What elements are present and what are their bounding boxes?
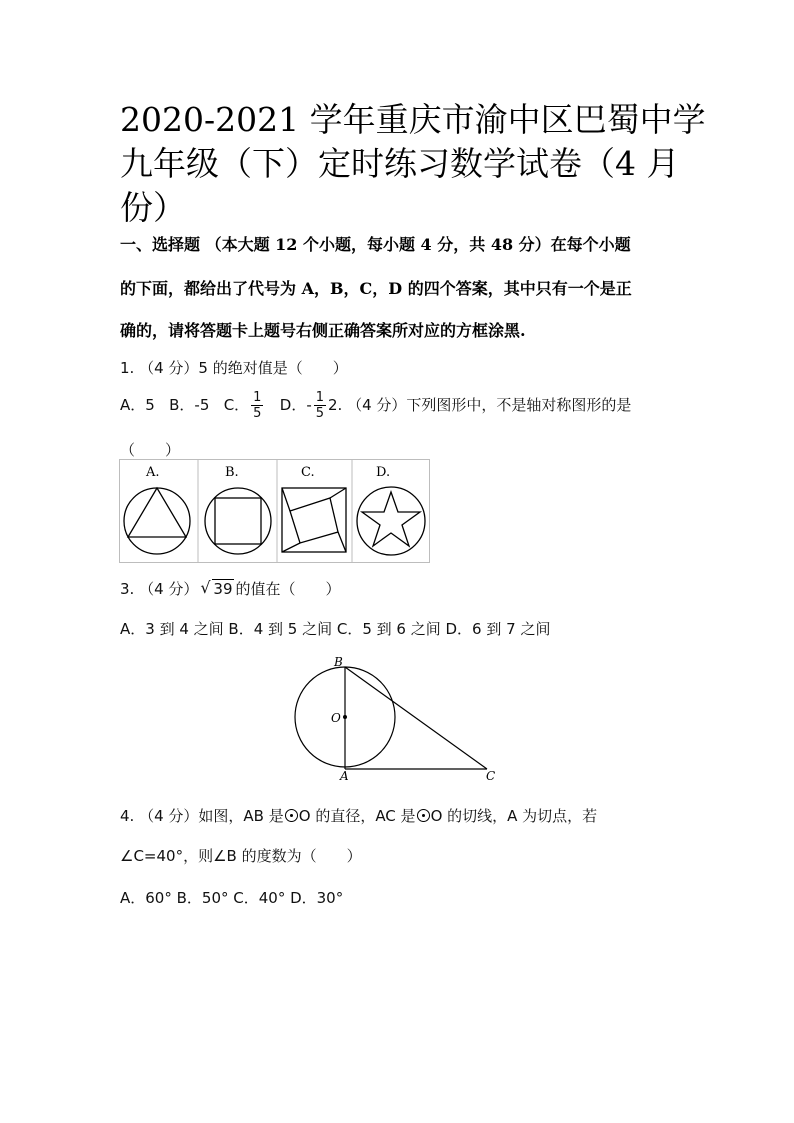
circle-dot-icon <box>285 809 298 822</box>
pinwheel-square-figure <box>282 488 346 552</box>
question-3-stem: 3. （4 分） √ 39 的值在（ ） <box>120 578 341 598</box>
circle-triangle-figure <box>124 488 190 554</box>
title-line-3: 份） <box>120 188 186 227</box>
point-b-label: B <box>334 655 343 669</box>
sqrt-39: √ 39 <box>200 578 233 598</box>
question-4-stem-line-2: ∠C=40°，则∠B 的度数为（ ） <box>120 847 362 865</box>
question-1-options <box>120 390 631 421</box>
q1-option-d: D．- <box>279 396 312 414</box>
figure-label-c: C. <box>301 465 315 480</box>
q1-option-c: C． <box>223 396 250 414</box>
question-2-stem: 2. （4 分）下列图形中，不是轴对称图形的是 <box>328 396 632 414</box>
point-a-label: A <box>340 769 349 783</box>
question-2-paren: （ ） <box>120 441 181 459</box>
circle-square-figure <box>205 488 271 554</box>
circle-star-figure <box>357 487 425 555</box>
question-1-stem: 1. （4 分）5 的绝对值是（ ） <box>120 359 348 377</box>
section-heading-line-2: 的下面，都给出了代号为 A，B，C，D 的四个答案，其中只有一个是正 <box>120 279 632 298</box>
question-4-options: A．60° B．50° C．40° D．30° <box>120 889 344 907</box>
fraction-d: $\frac{1}{5}$ <box>315 390 325 421</box>
title-line-1: 2020-2021 学年重庆市渝中区巴蜀中学 <box>120 100 706 139</box>
circle-dot-icon <box>417 809 430 822</box>
question-4-figure <box>290 653 505 785</box>
q1-option-a: A．5 <box>120 396 155 414</box>
fraction-c: $\frac{1}{5}$ <box>253 390 262 421</box>
q1-option-b: B．-5 <box>169 396 210 414</box>
question-4-stem: 4. （4 分）如图，AB 是 O 的直径，AC 是 O 的切线，A 为切点，若 <box>120 807 598 825</box>
figure-label-d: D. <box>376 465 391 480</box>
point-o-label: O <box>331 711 341 725</box>
figure-label-b: B. <box>225 465 239 480</box>
point-c-label: C <box>486 769 496 783</box>
question-2-figures <box>119 459 431 564</box>
question-3-options: A．3 到 4 之间 B．4 到 5 之间 C．5 到 6 之间 D．6 到 7 之间 <box>120 620 551 638</box>
section-heading-line-1: 一、选择题 （本大题 12 个小题，每小题 4 分，共 48 分）在每个小题 <box>120 235 631 254</box>
figure-label-a: A. <box>146 465 160 480</box>
section-heading-line-3: 确的，请将答题卡上题号右侧正确答案所对应的方框涂黑. <box>120 321 526 340</box>
title-line-2: 九年级（下）定时练习数学试卷（4 月 <box>120 144 680 183</box>
